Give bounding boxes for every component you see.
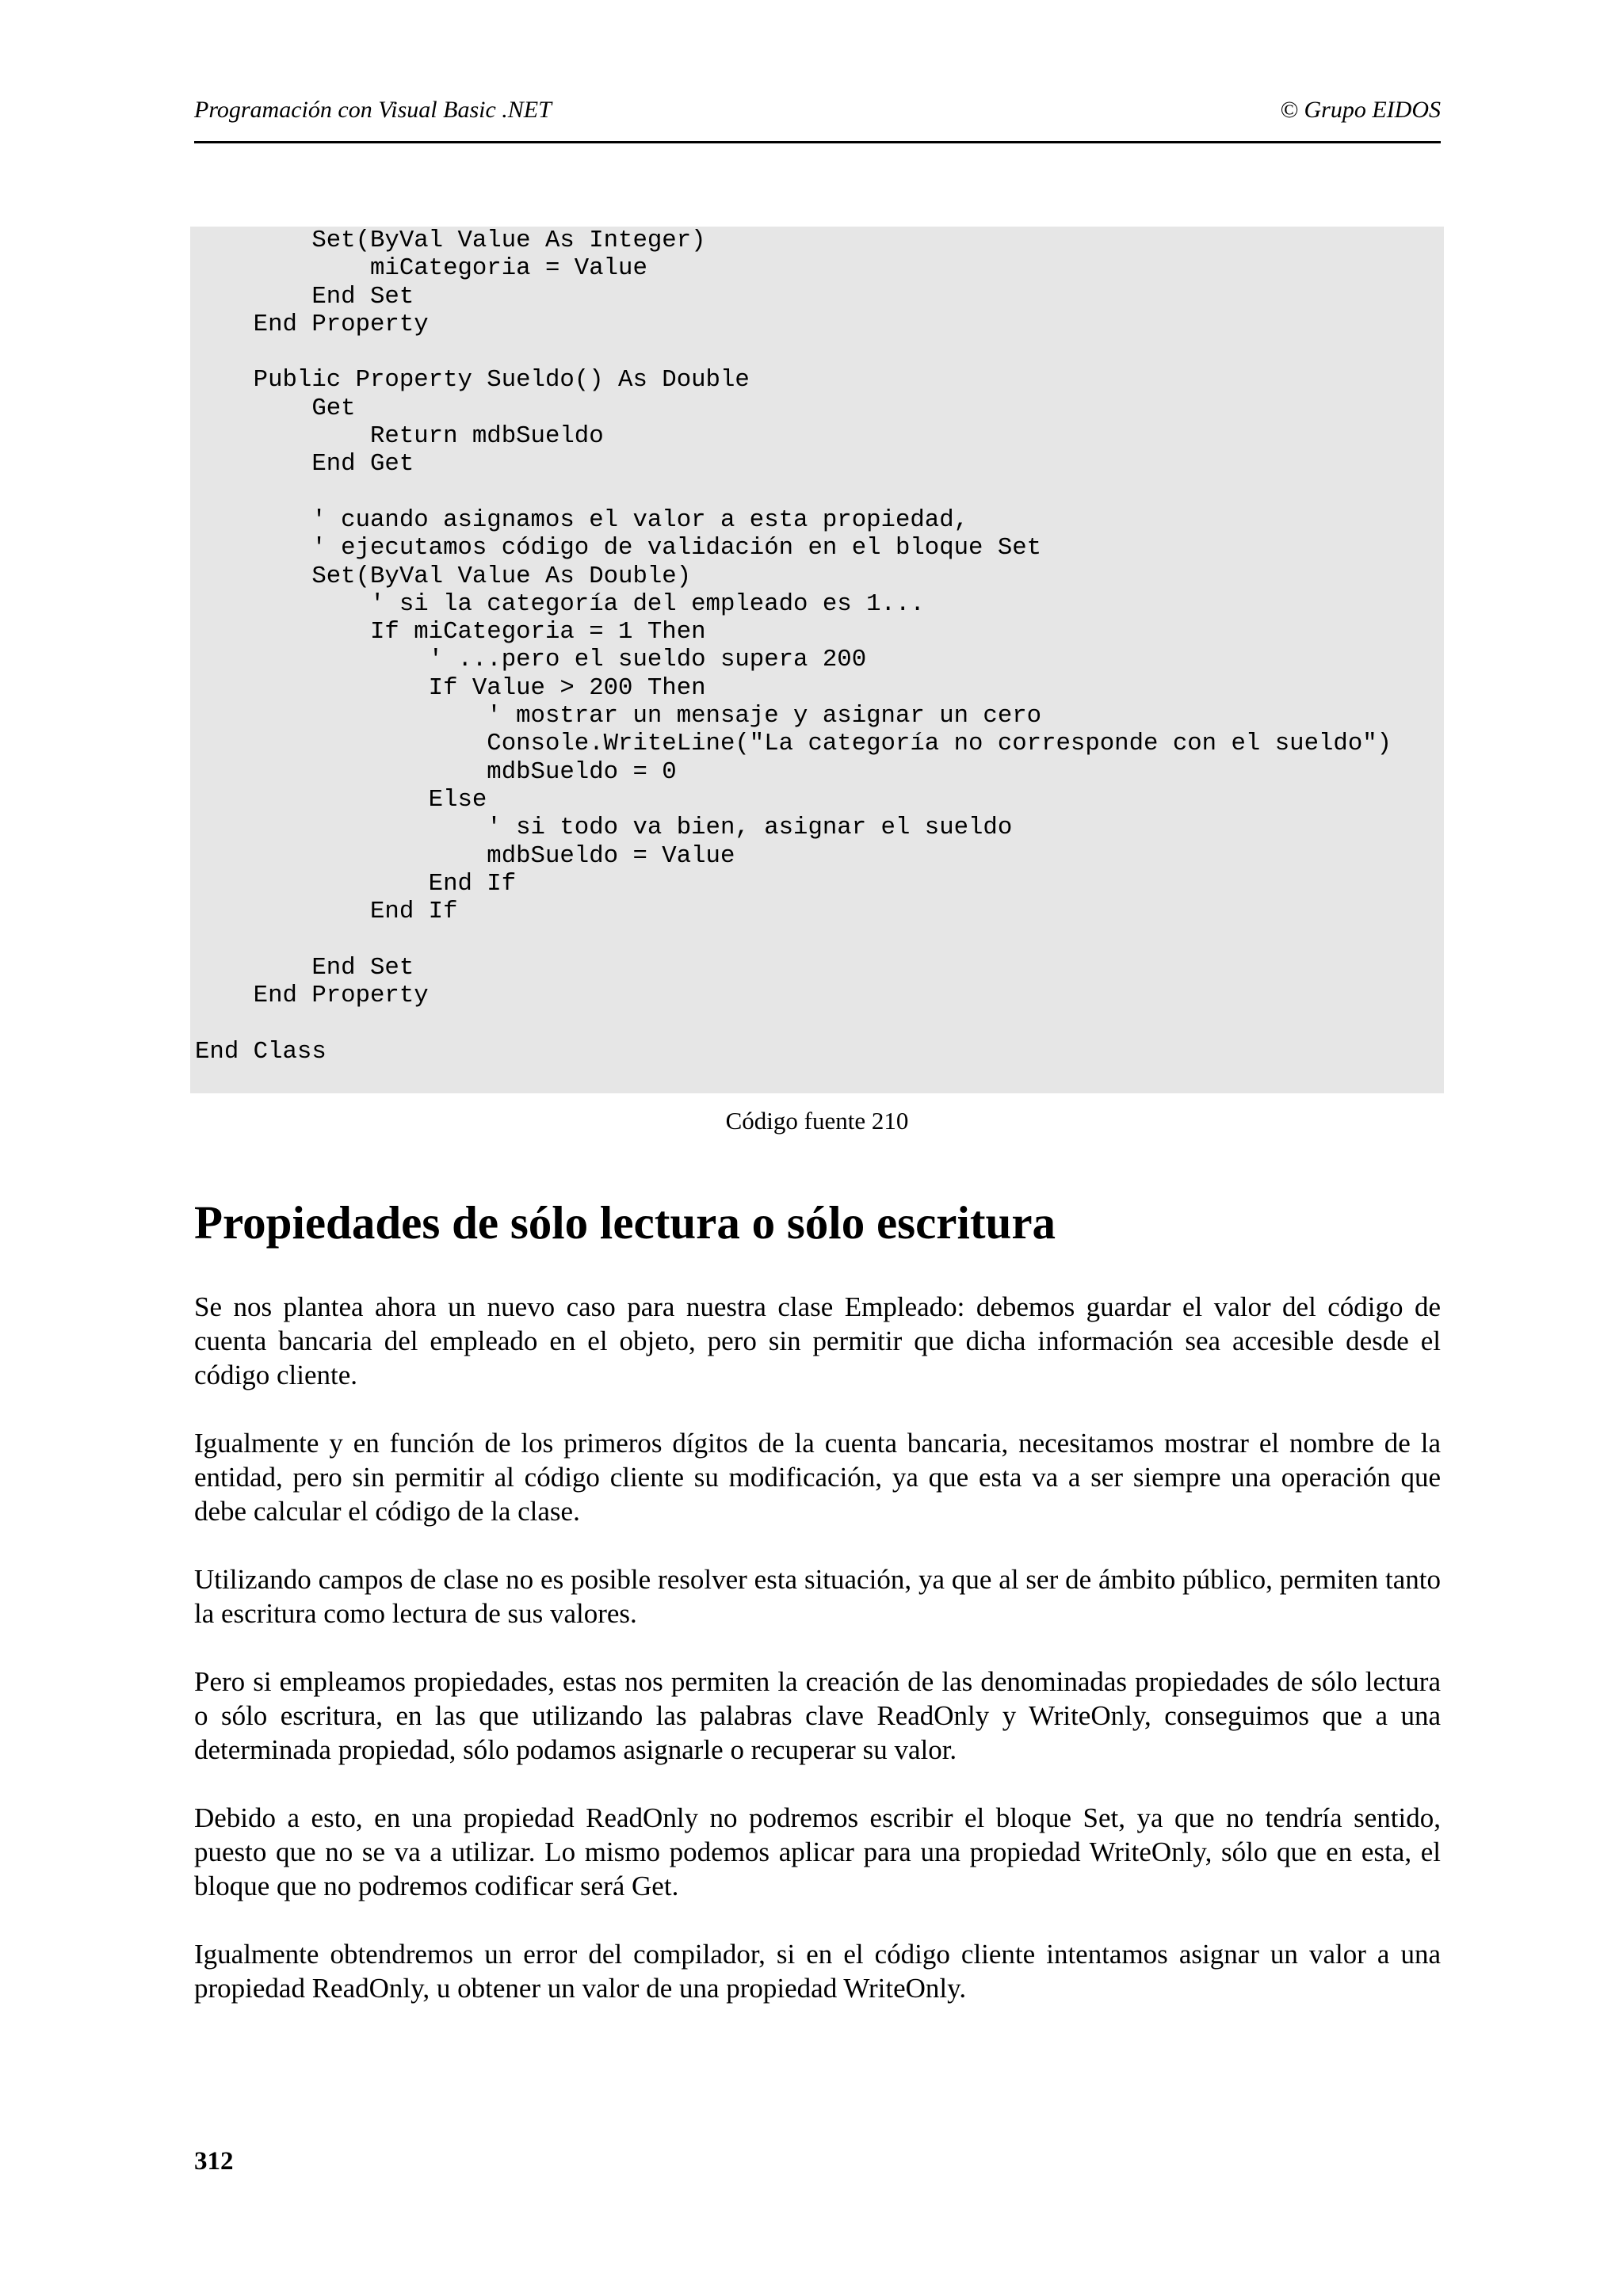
body-paragraph: Debido a esto, en una propiedad ReadOnly no podremos escribir el bloque Set, ya que no tendría sentido, puesto que no se va a utilizar. Lo mismo podemos aplicar para una propiedad WriteOnly, sólo que en esta, el bloque que no podremos codificar será Get. <box>194 1802 1441 1901</box>
body-paragraph: Se nos plantea ahora un nuevo caso para nuestra clase Empleado: debemos guardar el valor del código de cuenta bancaria del empleado en el objeto, pero sin permitir que dicha información sea accesible desde el código cliente. <box>194 1291 1441 1390</box>
code-line <box>195 1009 1392 1037</box>
code-line: mdbSueldo = 0 <box>195 757 677 786</box>
code-line: End Set <box>195 282 414 311</box>
code-line: End If <box>195 898 458 926</box>
header-publisher: © Grupo EIDOS <box>1280 97 1441 123</box>
code-line: ' ejecutamos código de validación en el bloque Set <box>195 534 1042 563</box>
code-line: If miCategoria = 1 Then <box>195 618 706 646</box>
code-line: End Property <box>195 982 429 1010</box>
code-line: Set(ByVal Value As Integer) <box>195 227 706 254</box>
code-line: ' cuando asignamos el valor a esta propiedad, <box>195 505 969 534</box>
running-header <box>194 93 1441 143</box>
code-line: End Class <box>195 1037 327 1066</box>
code-line: End Set <box>195 953 414 982</box>
code-line: End Property <box>195 310 429 338</box>
code-line <box>195 925 1392 953</box>
body-paragraph: Pero si empleamos propiedades, estas nos permiten la creación de las denominadas propiedades de sólo lectura o sólo escritura, en las que utilizando las palabras clave ReadOnly y WriteOnly, conseguimos que a una determinada propiedad, sólo podamos asignarle o recuperar su valor. <box>194 1666 1441 1765</box>
code-line: mdbSueldo = Value <box>195 841 735 870</box>
code-line: ' si la categoría del empleado es 1... <box>195 589 925 618</box>
body-paragraph: Igualmente obtendremos un error del compilador, si en el código cliente intentamos asignar un valor a una propiedad ReadOnly, u obtener un valor de una propiedad WriteOnly. <box>194 1939 1441 2004</box>
code-line: End Get <box>195 450 414 479</box>
code-line: Else <box>195 785 487 814</box>
code-caption: Código fuente 210 <box>725 1107 909 1135</box>
code-line <box>195 479 1392 506</box>
page-number: 312 <box>194 2147 234 2176</box>
section-title: Propiedades de sólo lectura o sólo escritura <box>194 1196 1056 1249</box>
body-text <box>194 1290 1441 2039</box>
code-line <box>195 338 1392 366</box>
code-line: Return mdbSueldo <box>195 422 604 451</box>
code-line: Console.WriteLine("La categoría no corresponde con el sueldo") <box>195 730 1392 758</box>
code-line: ' mostrar un mensaje y asignar un cero <box>195 702 1042 730</box>
code-line: Get <box>195 394 356 422</box>
body-paragraph: Utilizando campos de clase no es posible resolver esta situación, ya que al ser de ámbito público, permiten tanto la escritura como lectura de sus valores. <box>194 1564 1441 1629</box>
code-listing <box>190 227 1444 1093</box>
code-line: ' si todo va bien, asignar el sueldo <box>195 814 1013 842</box>
code-line: Set(ByVal Value As Double) <box>195 562 692 590</box>
code-line: Public Property Sueldo() As Double <box>195 366 750 395</box>
header-book-title: Programación con Visual Basic .NET <box>194 97 552 123</box>
body-paragraph: Igualmente y en función de los primeros dígitos de la cuenta bancaria, necesitamos mostrar el nombre de la entidad, pero sin permitir al código cliente su modificación, ya que esta va a ser siempre una operación que debe calcular el código de la clase. <box>194 1428 1441 1527</box>
code-line: If Value > 200 Then <box>195 673 706 702</box>
code-line: End If <box>195 869 517 898</box>
code-line: ' ...pero el sueldo supera 200 <box>195 646 867 674</box>
code-line: miCategoria = Value <box>195 254 647 283</box>
code-lines <box>195 227 1392 1066</box>
